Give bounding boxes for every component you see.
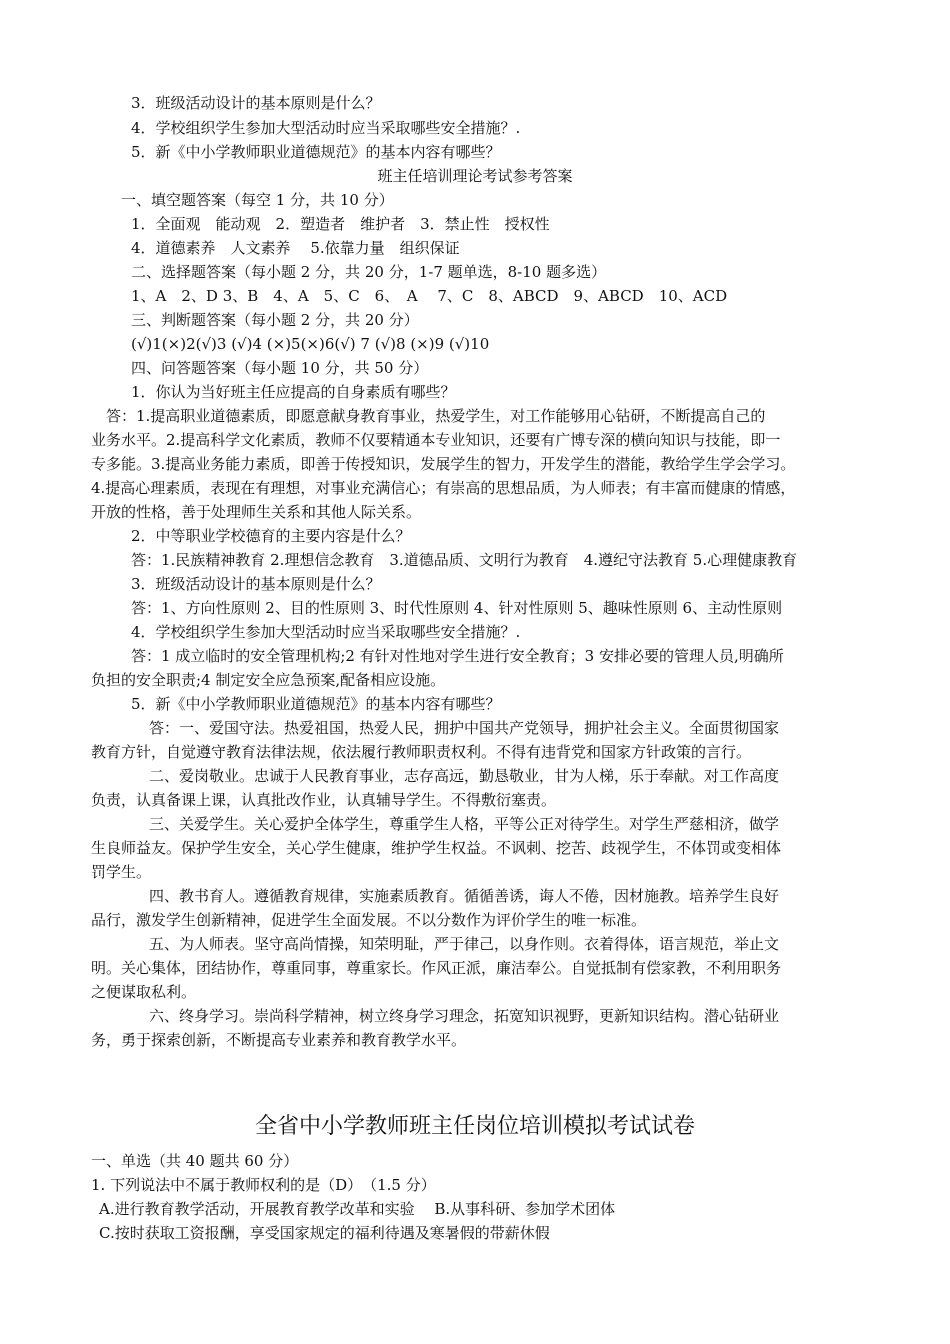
essay-question-1: 1．你认为当好班主任应提高的自身素质有哪些？: [131, 383, 456, 401]
essay-answer-5-line: 三、关爱学生。关心爱护全体学生，尊重学生人格，平等公正对待学生。对学生严慈相济，做学: [149, 815, 780, 833]
essay-question-5: 5．新《中小学教师职业道德规范》的基本内容有哪些？: [131, 695, 501, 713]
essay-answer-1-line: 4.提高心理素质，表现在有理想，对事业充满信心；有崇高的思想品质，为人师表；有丰富而健康的情感，: [91, 479, 796, 497]
essay-answer-5-line: 二、爱岗敬业。忠诚于人民教育事业，志存高远，勤恳敬业，甘为人梯，乐于奉献。对工作高度: [149, 767, 780, 785]
essay-answer-2: 答：1.民族精神教育 2.理想信念教育 3.道德品质、文明行为教育 4.遵纪守法教育 5.心理健康教育: [131, 551, 798, 569]
fill-blank-heading: 一、填空题答案（每空 1 分，共 10 分）: [121, 191, 394, 209]
top-question-4: 4．学校组织学生参加大型活动时应当采取哪些安全措施？.: [131, 119, 521, 137]
judge-answers: (√)1(×)2(√)3 (√)4 (×)5(×)6(√) 7 (√)8 (×)9 (√)10: [131, 335, 490, 353]
mock-exam-section-heading: 一、单选（共 40 题共 60 分）: [91, 1152, 299, 1170]
fill-blank-answers-2: 4．道德素养 人文素养 5.依靠力量 组织保证: [131, 239, 460, 257]
essay-answer-3: 答：1、方向性原则 2、目的性原则 3、时代性原则 4、针对性原则 5、趣味性原则 6、主动性原则: [131, 599, 783, 617]
essay-answer-5-line: 生良师益友。保护学生安全，关心学生健康，维护学生权益。不讽刺、挖苦、歧视学生，不体罚或变相体: [91, 839, 782, 857]
mock-exam-title: 全省中小学教师班主任岗位培训模拟考试试卷: [254, 1114, 695, 1139]
essay-answer-1-line: 专多能。3.提高业务能力素质，即善于传授知识，发展学生的智力，开发学生的潜能，教给学生学会学习。: [91, 455, 796, 473]
essay-answer-5-line: 答：一、爱国守法。热爱祖国，热爱人民，拥护中国共产党领导，拥护社会主义。全面贯彻国家: [149, 719, 780, 737]
essay-answer-5-line: 五、为人师表。坚守高尚情操，知荣明耻，严于律己，以身作则。衣着得体，语言规范，举止文: [149, 935, 780, 953]
essay-answer-5-line: 明。关心集体，团结协作，尊重同事，尊重家长。作风正派，廉洁奉公。自觉抵制有偿家教，不利用职务: [91, 959, 782, 977]
essay-question-3: 3．班级活动设计的基本原则是什么？: [131, 575, 381, 593]
judge-heading: 三、判断题答案（每小题 2 分，共 20 分）: [131, 311, 419, 329]
answer-key-title: 班主任培训理论考试参考答案: [377, 167, 573, 185]
essay-answer-1-line: 开放的性格，善于处理师生关系和其他人际关系。: [91, 503, 422, 521]
essay-answer-5-line: 罚学生。: [91, 863, 152, 881]
essay-answer-5-line: 负责，认真备课上课，认真批改作业，认真辅导学生。不得敷衍塞责。: [91, 791, 557, 809]
fill-blank-answers-1: 1．全面观 能动观 2．塑造者 维护者 3．禁止性 授权性: [131, 215, 550, 233]
essay-answer-5-line: 之便谋取私利。: [91, 983, 197, 1001]
essay-answer-4-line: 答：1 成立临时的安全管理机构;2 有针对性地对学生进行安全教育；3 安排必要的管理人员,明确所: [131, 647, 784, 665]
essay-answer-5-line: 教育方针，自觉遵守教育法律法规，依法履行教师职责权利。不得有违背党和国家方针政策的言行。: [91, 743, 752, 761]
essay-question-4: 4．学校组织学生参加大型活动时应当采取哪些安全措施？.: [131, 623, 521, 641]
essay-answer-1-line: 答：1.提高职业道德素质，即愿意献身教育事业，热爱学生，对工作能够用心钻研，不断提高自己的: [91, 407, 766, 425]
choice-heading: 二、选择题答案（每小题 2 分，共 20 分，1-7 题单选，8-10 题多选）: [131, 263, 607, 281]
essay-answer-5-line: 六、终身学习。崇尚科学精神，树立终身学习理念，拓宽知识视野，更新知识结构。潜心钻研业: [149, 1007, 780, 1025]
essay-heading: 四、问答题答案（每小题 10 分，共 50 分）: [131, 359, 429, 377]
essay-answer-4-line: 负担的安全职责;4 制定安全应急预案,配备相应设施。: [91, 671, 446, 689]
top-question-3: 3．班级活动设计的基本原则是什么？: [131, 94, 381, 112]
essay-answer-5-line: 务，勇于探索创新，不断提高专业素养和教育教学水平。: [91, 1031, 467, 1049]
mock-exam-q1-options-ab: A.进行教育教学活动，开展教育教学改革和实验 B.从事科研、参加学术团体: [99, 1200, 616, 1218]
essay-answer-5-line: 品行，激发学生创新精神，促进学生全面发展。不以分数作为评价学生的唯一标准。: [91, 911, 647, 929]
essay-question-2: 2．中等职业学校德育的主要内容是什么？: [131, 527, 411, 545]
choice-answers: 1、A 2、D 3、B 4、A 5、C 6、 A 7、C 8、ABCD 9、ABCD 10、ACD: [131, 287, 728, 305]
top-question-5: 5．新《中小学教师职业道德规范》的基本内容有哪些？: [131, 143, 501, 161]
essay-answer-5-line: 四、教书育人。遵循教育规律，实施素质教育。循循善诱，诲人不倦，因材施教。培养学生良好: [149, 887, 780, 905]
mock-exam-question-1: 1. 下列说法中不属于教师权利的是（D） （1.5 分）: [91, 1176, 436, 1194]
essay-answer-1-line: 业务水平。2.提高科学文化素质，教师不仅要精通本专业知识，还要有广博专深的横向知识与技能，即一: [91, 431, 781, 449]
mock-exam-q1-option-c: C.按时获取工资报酬，享受国家规定的福利待遇及寒暑假的带薪休假: [99, 1224, 550, 1242]
